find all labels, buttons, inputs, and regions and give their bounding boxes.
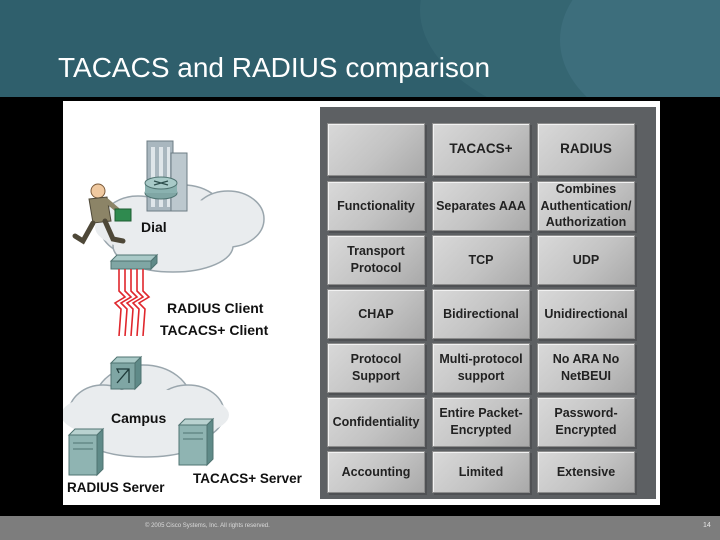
access-server-icon — [111, 255, 157, 269]
tacacs-transport: TCP — [432, 235, 530, 285]
building-icon — [147, 141, 187, 211]
row-label-confidentiality: Confidentiality — [327, 397, 425, 447]
row-label-transport: Transport Protocol — [327, 235, 425, 285]
radius-transport: UDP — [537, 235, 635, 285]
radius-client-label: RADIUS Client — [167, 300, 264, 316]
tacacs-server-label: TACACS+ Server — [193, 471, 302, 486]
radius-accounting: Extensive — [537, 451, 635, 493]
tacacs-accounting: Limited — [432, 451, 530, 493]
page-number: 14 — [703, 522, 711, 529]
campus-label: Campus — [111, 410, 167, 426]
radius-server-icon — [69, 429, 103, 475]
radius-protocol-support: No ARA No NetBEUI — [537, 343, 635, 393]
tacacs-server-icon — [179, 419, 213, 465]
table-corner-cell — [327, 123, 425, 176]
tacacs-functionality: Separates AAA — [432, 181, 530, 231]
row-label-accounting: Accounting — [327, 451, 425, 493]
radius-functionality: Combines Authentication/ Authorization — [537, 181, 635, 231]
copyright-text: © 2005 Cisco Systems, Inc. All rights reserved. — [145, 523, 270, 529]
row-label-chap: CHAP — [327, 289, 425, 339]
header-tacacs: TACACS+ — [432, 123, 530, 176]
slide-title: TACACS and RADIUS comparison — [58, 52, 491, 83]
radius-chap: Unidirectional — [537, 289, 635, 339]
row-label-functionality: Functionality — [327, 181, 425, 231]
tacacs-protocol-support: Multi-protocol support — [432, 343, 530, 393]
decorative-arc — [560, 0, 720, 97]
radius-server-label: RADIUS Server — [67, 480, 165, 495]
tacacs-chap: Bidirectional — [432, 289, 530, 339]
header-radius: RADIUS — [537, 123, 635, 176]
dial-label: Dial — [141, 219, 167, 235]
tacacs-client-label: TACACS+ Client — [160, 322, 269, 338]
row-label-protocol-support: Protocol Support — [327, 343, 425, 393]
content-panel — [63, 101, 660, 505]
router-icon — [145, 177, 177, 199]
radius-confidentiality: Password-Encrypted — [537, 397, 635, 447]
switch-icon — [111, 357, 141, 389]
tacacs-confidentiality: Entire Packet-Encrypted — [432, 397, 530, 447]
title-bar — [0, 0, 720, 97]
footer-bar — [0, 516, 720, 540]
dial-links — [115, 269, 149, 336]
